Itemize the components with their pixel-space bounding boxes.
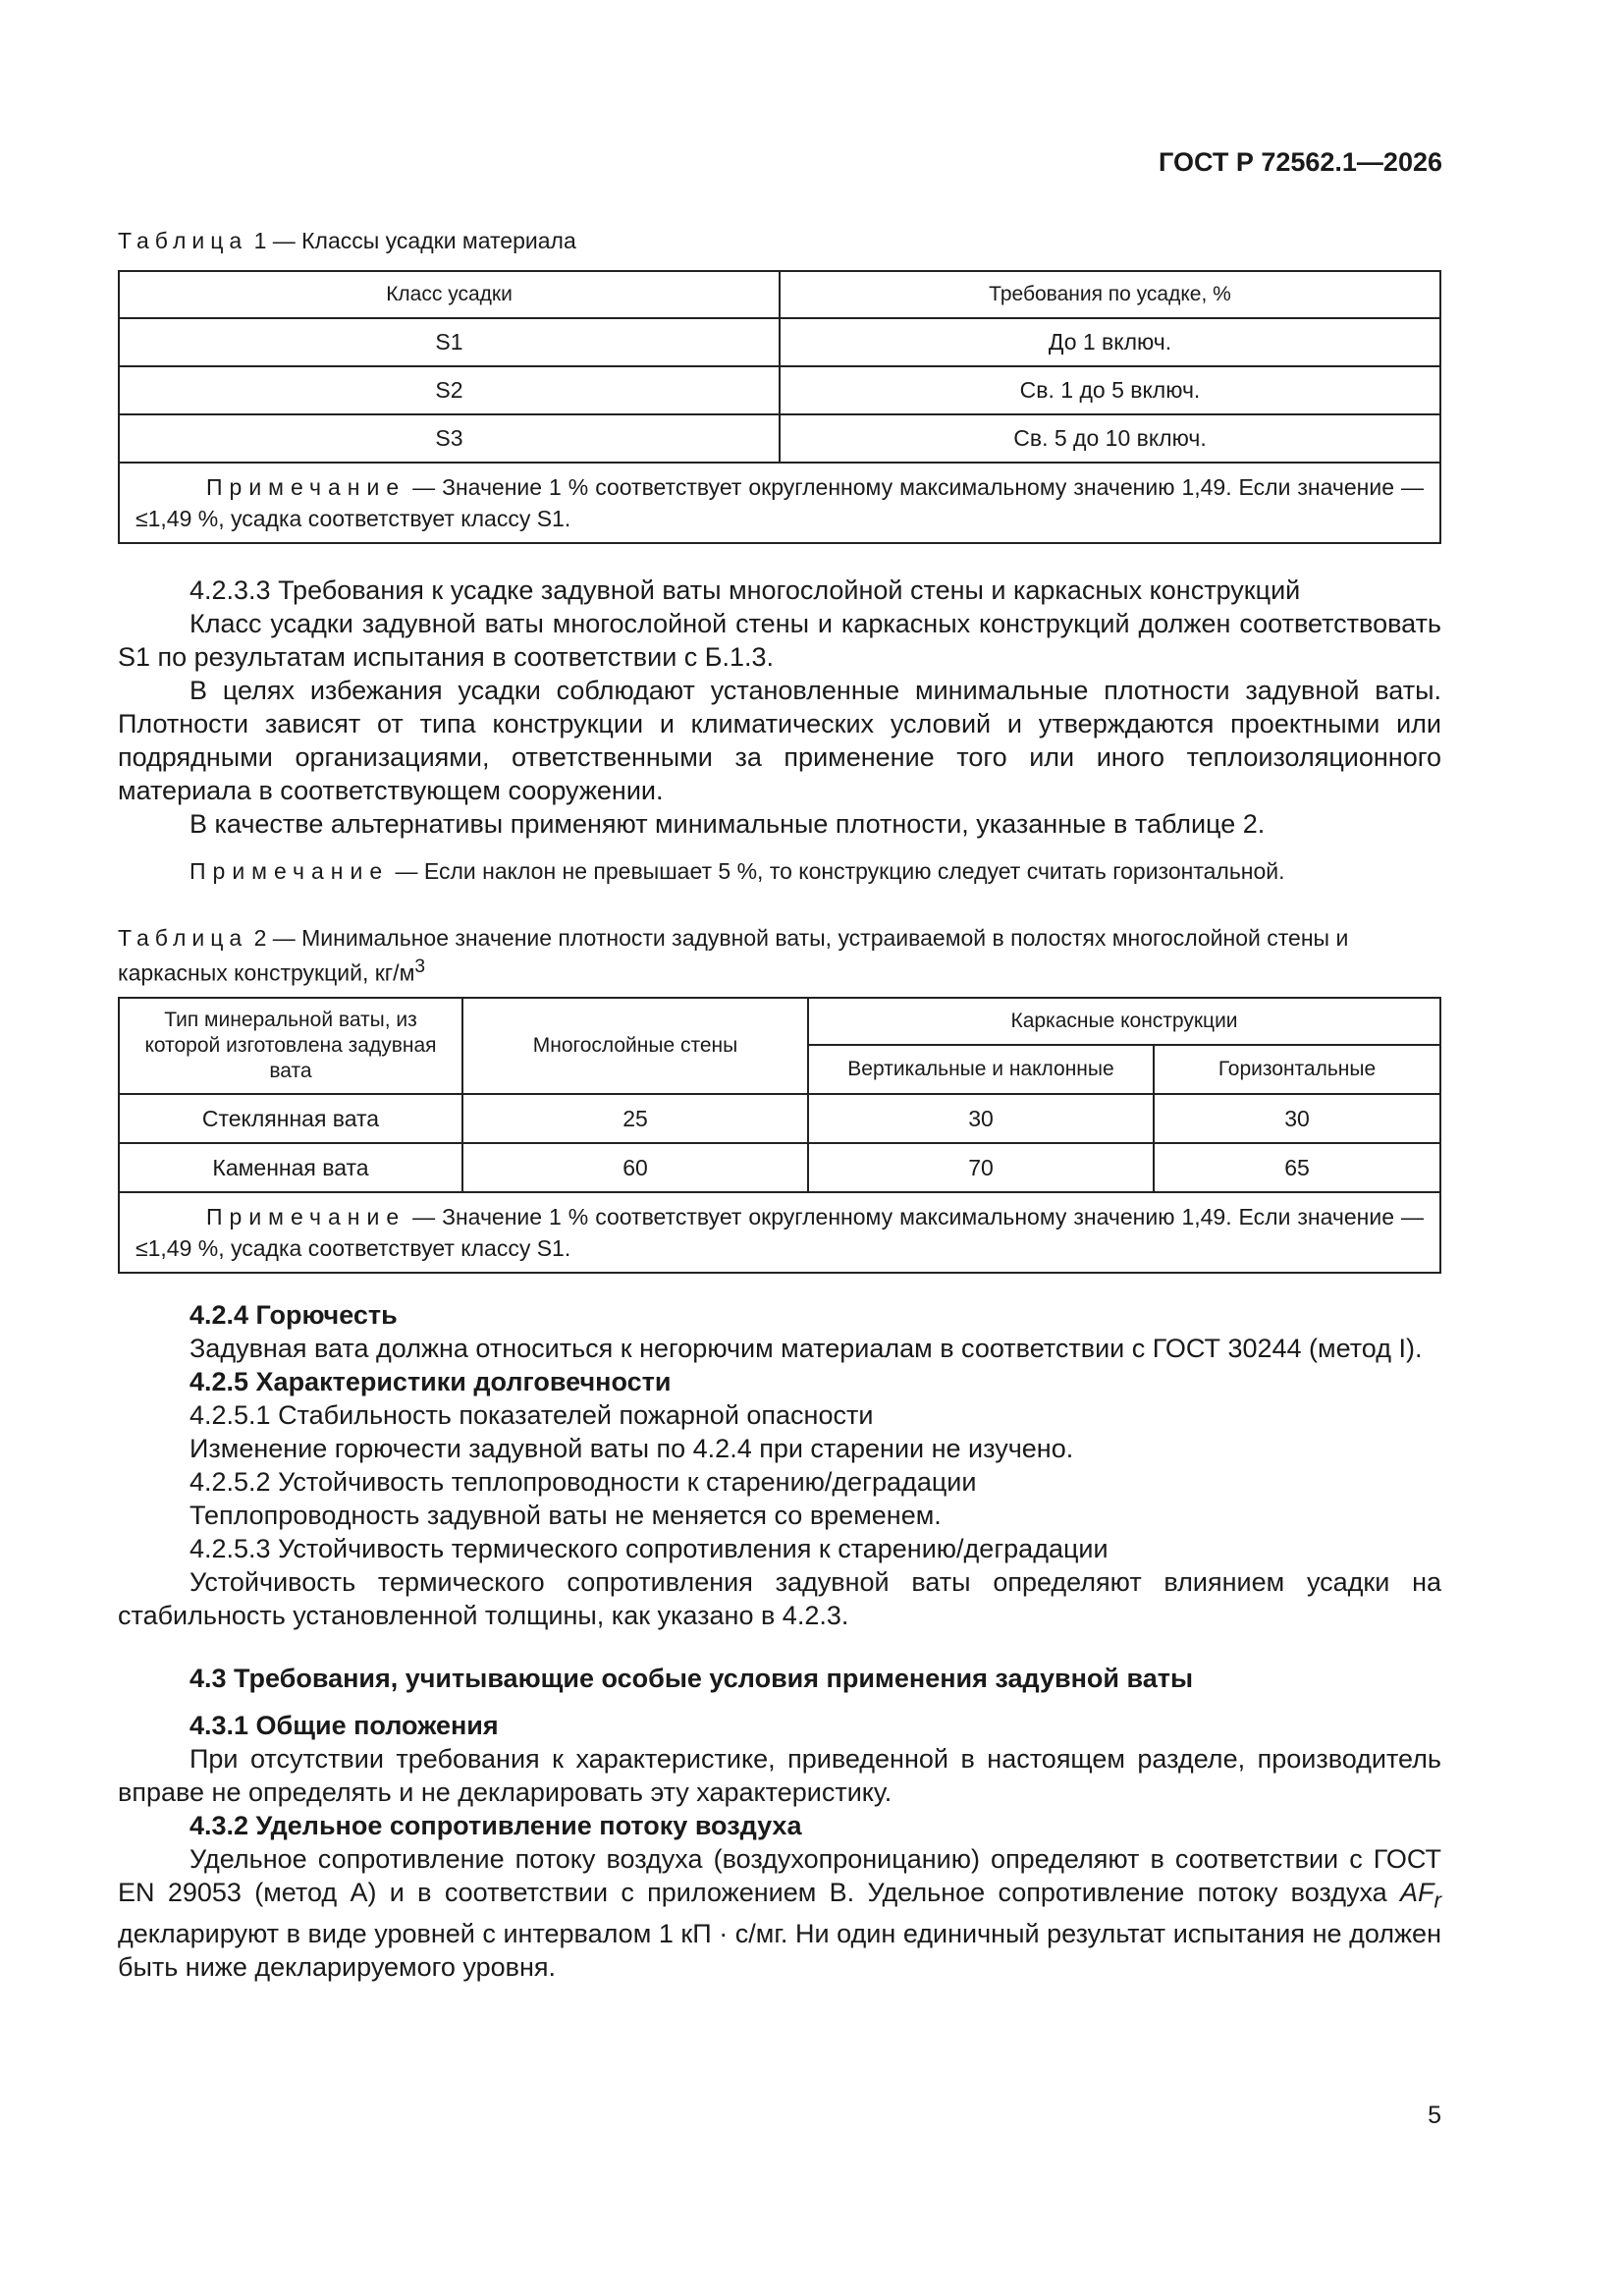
section-4-2-4 — [118, 1298, 1441, 1632]
paragraph: 4.2.3.3 Требования к усадке задувной ваты многослойной стены и каркасных конструкций — [189, 575, 1301, 605]
cell-type: Каменная вата — [119, 1143, 462, 1192]
paragraph: 4.2.5.3 Устойчивость термического сопротивления к старению/деградации — [189, 1534, 1109, 1563]
cell-multilayer: 60 — [462, 1143, 808, 1192]
paragraph-text: декларируют в виде уровней с интервалом 1 кП · с/мг. Ни один единичный результат испытания не должен быть ниже декларируемого уровня. — [118, 1919, 1441, 1983]
paragraph: Изменение горючести задувной ваты по 4.2.4 при старении не изучено. — [189, 1434, 1074, 1463]
table2-caption-label: Таблица — [118, 925, 248, 951]
table-note-row — [119, 1192, 1440, 1273]
cell-horizontal: 65 — [1154, 1143, 1440, 1192]
min-density-table — [118, 997, 1441, 1274]
table-row — [119, 414, 1440, 463]
paragraph: Класс усадки задувной ваты многослойной стены и каркасных конструкций должен соответствовать S1 по результатам испытания в соответствии с Б.1.3. — [118, 609, 1441, 672]
cell-requirement: Св. 1 до 5 включ. — [780, 366, 1440, 414]
section-heading: 4.2.5 Характеристики долговечности — [189, 1367, 672, 1396]
paragraph: Задувная вата должна относиться к негорючим материалам в соответствии с ГОСТ 30244 (метод I). — [189, 1334, 1423, 1363]
paragraph: В целях избежания усадки соблюдают установленные минимальные плотности задувной ваты. Плотности зависят от типа конструкции и климатических условий и утверждаются проектными или подрядными организациями, ответственными за применение того или иного теплоизоляционного материала в соответствующем сооружении. — [118, 676, 1441, 805]
note-text: — Значение 1 % соответствует округленному максимальному значению 1,49. Если значение — ≤1,49 %, усадка соответствует классу S1. — [135, 1204, 1424, 1261]
section-heading: 4.3.2 Удельное сопротивление потоку воздуха — [189, 1811, 802, 1840]
cell-class: S1 — [119, 318, 780, 366]
cell-requirement: Св. 5 до 10 включ. — [780, 414, 1440, 463]
note-text: — Значение 1 % соответствует округленному максимальному значению 1,49. Если значение — ≤1,49 %, усадка соответствует классу S1. — [135, 474, 1424, 531]
note-label: Примечание — [189, 858, 390, 884]
table1-caption — [118, 226, 576, 255]
paragraph-text: Удельное сопротивление потоку воздуха (воздухопроницанию) определяют в соответствии с ГОСТ EN 29053 (метод А) и в соответствии с приложением В. Удельное сопротивление потоку воздуха — [118, 1844, 1441, 1907]
paragraph: В качестве альтернативы применяют минимальные плотности, указанные в таблице 2. — [189, 809, 1266, 839]
table-row — [119, 318, 1440, 366]
section-heading: 4.3.1 Общие положения — [189, 1711, 499, 1740]
section-note — [118, 854, 1441, 888]
column-header-type: Тип минеральной ваты, из которой изготовлена задувная вата — [119, 998, 462, 1094]
section-heading: 4.3 Требования, учитывающие особые условия применения задувной ваты — [189, 1664, 1194, 1693]
table2-caption — [118, 923, 1441, 988]
note-label: Примечание — [206, 474, 406, 500]
paragraph: 4.2.5.1 Стабильность показателей пожарной опасности — [189, 1400, 874, 1430]
note-label: Примечание — [206, 1204, 406, 1230]
paragraph — [118, 1842, 1441, 1984]
table2-caption-text: 2 — Минимальное значение плотности задувной ваты, устраиваемой в полостях многослойной стены и каркасных конструкций, кг/м — [118, 925, 1349, 986]
paragraph: Теплопроводность задувной ваты не меняется со временем. — [189, 1501, 942, 1530]
document-id: ГОСТ Р 72562.1—2026 — [1159, 147, 1442, 177]
column-header-class: Класс усадки — [119, 271, 780, 318]
section-heading: 4.2.4 Горючесть — [189, 1300, 398, 1330]
table-row — [119, 1143, 1440, 1192]
table1-note — [119, 463, 1440, 543]
table-row — [119, 366, 1440, 414]
table-row — [119, 1094, 1440, 1143]
shrinkage-classes-table — [118, 270, 1441, 544]
note-text: — Если наклон не превышает 5 %, то конструкцию следует считать горизонтальной. — [389, 858, 1285, 884]
cell-class: S3 — [119, 414, 780, 463]
column-header-vertical: Вертикальные и наклонные — [808, 1045, 1154, 1094]
column-header-multilayer: Многослойные стены — [462, 998, 808, 1094]
symbol-af: AF — [1399, 1878, 1434, 1907]
section-4-2-3-3 — [118, 574, 1441, 888]
table1-caption-label: Таблица — [118, 228, 248, 253]
table2-caption-superscript: 3 — [414, 957, 426, 977]
column-header-requirement: Требования по усадке, % — [780, 271, 1440, 318]
cell-horizontal: 30 — [1154, 1094, 1440, 1143]
table-note-row — [119, 463, 1440, 543]
page-number: 5 — [1428, 2102, 1441, 2129]
table-header-row — [119, 998, 1440, 1045]
table1-caption-text: 1 — Классы усадки материала — [253, 228, 576, 253]
cell-class: S2 — [119, 366, 780, 414]
table2-note — [119, 1192, 1440, 1273]
paragraph: Устойчивость термического сопротивления задувной ваты определяют влиянием усадки на стабильность установленной толщины, как указано в 4.2.3. — [118, 1567, 1441, 1630]
cell-vertical: 30 — [808, 1094, 1154, 1143]
column-header-frame: Каркасные конструкции — [808, 998, 1440, 1045]
paragraph: При отсутствии требования к характеристике, приведенной в настоящем разделе, производитель вправе не определять и не декларировать эту характеристику. — [118, 1744, 1441, 1807]
cell-vertical: 70 — [808, 1143, 1154, 1192]
symbol-subscript: r — [1434, 1887, 1441, 1913]
table-header-row — [119, 271, 1440, 318]
paragraph: 4.2.5.2 Устойчивость теплопроводности к старению/деградации — [189, 1467, 977, 1497]
section-4-3 — [118, 1662, 1441, 1984]
cell-requirement: До 1 включ. — [780, 318, 1440, 366]
cell-multilayer: 25 — [462, 1094, 808, 1143]
cell-type: Стеклянная вата — [119, 1094, 462, 1143]
column-header-horizontal: Горизонтальные — [1154, 1045, 1440, 1094]
